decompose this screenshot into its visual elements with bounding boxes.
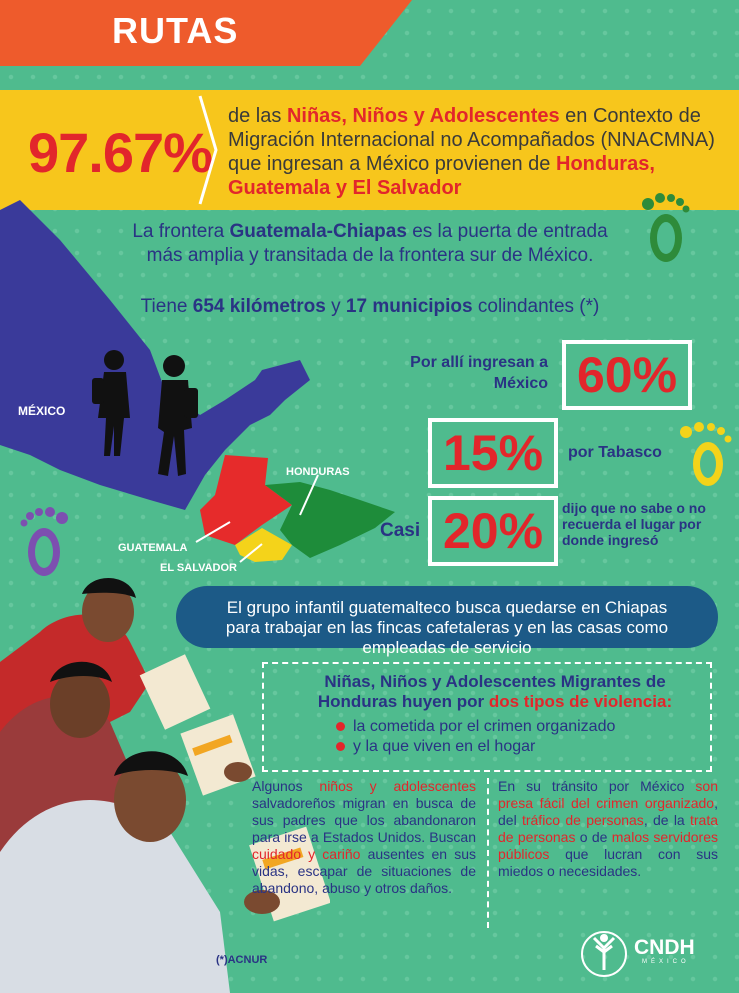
stat-20-prefix: Casi	[380, 520, 421, 541]
violence-item-1-text: la cometida por el crimen organizado	[353, 718, 616, 735]
right-col-text-2: , del	[498, 795, 718, 828]
intro-text-2: es la puerta de entrada más amplia y transitada de la frontera sur de México.	[146, 221, 608, 266]
stat-15-box	[428, 418, 558, 488]
band-highlight-2: Honduras, Guatemala y El Salvador	[228, 153, 655, 199]
stat-20-label: dijo que no sabe o no recuerda el lugar por donde ingresó	[562, 500, 706, 548]
facts-municipios: 17 municipios	[345, 296, 473, 317]
cndh-logo-icon	[578, 924, 630, 980]
violence-item-1	[336, 718, 615, 736]
pill-text: El grupo infantil guatemalteco busca quedarse en Chiapas para trabajar en las fincas cafetaleras y en las casas como empleadas de servicio	[225, 598, 669, 657]
intro-text-1: La frontera	[132, 221, 230, 242]
band-text-2: en Contexto de Migración Internacional no Acompañados (NNACMNA) que ingresan a México provienen de	[228, 105, 715, 175]
right-col-text-1: En su tránsito por México	[498, 778, 696, 794]
main-percentage: 97.67%	[28, 121, 212, 184]
right-col-highlight-2: tráfico de personas	[521, 812, 644, 828]
source-note: (*)ACNUR	[216, 954, 268, 966]
stat-60-value: 60%	[576, 347, 678, 403]
right-col-text-3: , de la	[643, 812, 690, 828]
salvador-column	[252, 778, 476, 897]
right-col-highlight-1: son presa fácil del crimen organizado	[498, 778, 718, 811]
label-honduras: HONDURAS	[286, 466, 350, 478]
transit-column	[498, 778, 718, 880]
cndh-logo-text: CNDH	[634, 936, 695, 959]
stat-band-text	[228, 104, 733, 200]
label-el-salvador: EL SALVADOR	[160, 562, 238, 574]
violence-item-2	[336, 738, 535, 756]
left-col-highlight-1: niños y adolescentes	[319, 778, 476, 794]
column-divider	[487, 778, 489, 928]
facts-text-2: y	[325, 296, 346, 317]
left-col-text-2: salvadoreños migran en busca de sus padres que los abandonaron para irse a Estados Unidos. Buscan	[252, 795, 476, 845]
band-text-1: de las	[228, 105, 287, 127]
facts-text-1: Tiene	[140, 296, 193, 317]
band-highlight-1: Niñas, Niños y Adolescentes	[286, 105, 560, 127]
left-col-text-1: Algunos	[252, 778, 320, 794]
violence-title	[290, 672, 700, 712]
facts-text-3: colindantes (*)	[472, 296, 600, 317]
violence-title-highlight: dos tipos de violencia:	[488, 692, 673, 711]
intro-paragraph	[120, 220, 620, 268]
bullet-icon	[336, 722, 345, 731]
right-col-highlight-3: trata de personas	[498, 812, 719, 845]
right-col-text-5: que lucran con sus miedos o necesidades.	[498, 846, 718, 879]
stat-60-label: Por allí ingresan a México	[410, 354, 548, 392]
stat-20-box	[428, 496, 558, 566]
border-facts	[120, 296, 620, 318]
violence-title-text: Niñas, Niños y Adolescentes Migrantes de Honduras huyen por	[317, 672, 666, 711]
guatemala-info-pill	[176, 586, 718, 657]
child-silhouettes-illustration	[84, 348, 204, 488]
page-title: RUTAS	[112, 10, 239, 51]
cndh-logo-subtitle: MÉXICO	[642, 959, 690, 965]
stat-60-box	[562, 340, 692, 410]
stat-20-value: 20%	[442, 503, 544, 559]
left-col-highlight-2: cuidado y cariño	[252, 846, 361, 862]
facts-km: 654 kilómetros	[192, 296, 326, 317]
left-col-text-3: ausentes en sus vidas, escapar de situaciones de abandono, abuso y otros daños.	[252, 846, 476, 896]
intro-highlight-1: Guatemala-Chiapas	[229, 221, 407, 242]
footprint-yellow-icon	[674, 418, 734, 490]
stat-15-label: por Tabasco	[568, 444, 662, 461]
label-mexico: MÉXICO	[18, 404, 66, 418]
right-col-highlight-4: malos servidores públicos	[498, 829, 718, 862]
violence-item-2-text: y la que viven en el hogar	[353, 738, 536, 755]
label-guatemala: GUATEMALA	[118, 542, 188, 554]
bullet-icon	[336, 742, 345, 751]
right-col-text-4: o de	[575, 829, 612, 845]
chevron-divider-icon	[196, 92, 220, 208]
stat-15-value: 15%	[442, 425, 544, 481]
footprint-green-icon	[636, 190, 692, 266]
